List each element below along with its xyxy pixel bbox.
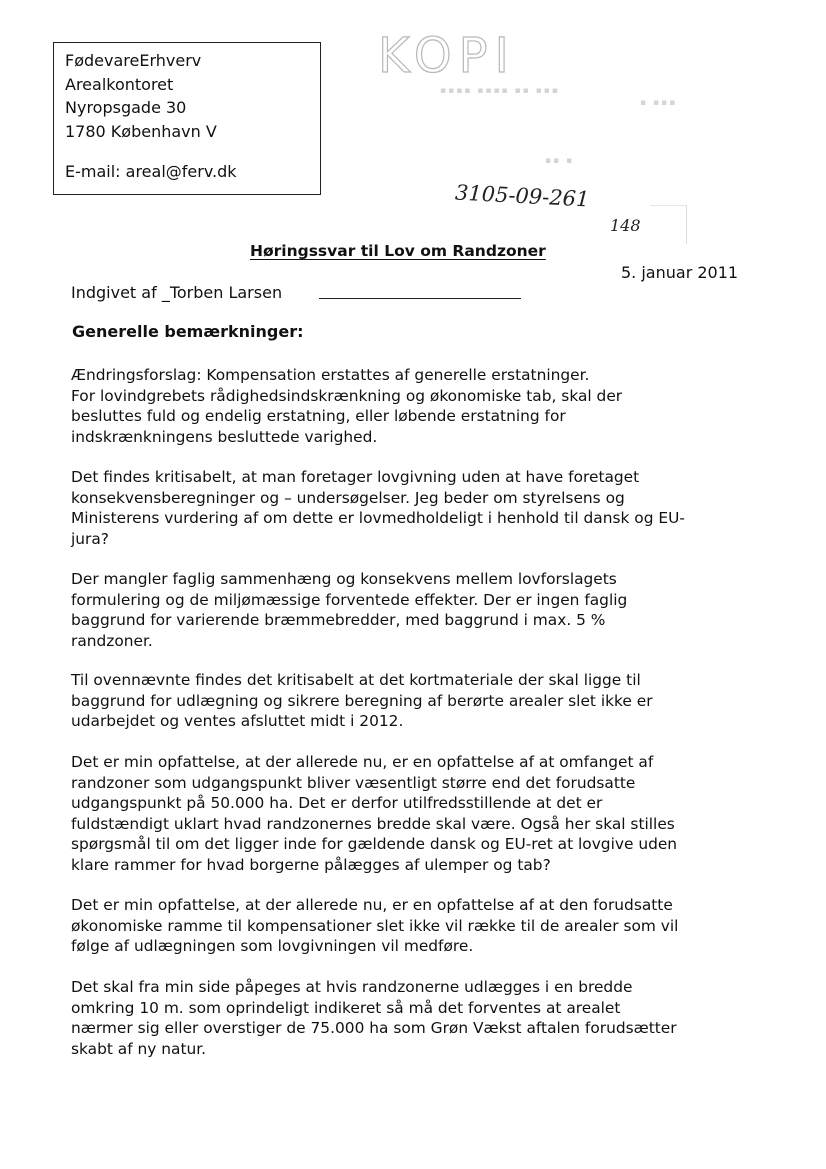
paragraph-7 — [71, 977, 761, 1059]
submitted-by: Indgivet af _Torben Larsen — [71, 283, 283, 302]
signature-line — [319, 298, 521, 299]
paragraph-line: Ministerens vurdering af om dette er lovmedholdeligt i henhold til dansk og EU- — [71, 509, 685, 527]
paragraph-line: Det er min opfattelse, at der allerede nu, er en opfattelse af at den forudsatte — [71, 896, 673, 914]
paragraph-5 — [71, 752, 761, 875]
paragraph-line: baggrund for udlægning og sikrere beregning af berørte arealer slet ikke er — [71, 691, 653, 710]
document-date: 5. januar 2011 — [621, 263, 739, 282]
address-line: FødevareErhverv — [65, 51, 202, 70]
paragraph-4 — [71, 670, 761, 732]
page-mark-handwritten: 148 — [610, 216, 641, 235]
paragraph-line: formulering og de miljømæssige forventede effekter. Der er ingen faglig — [71, 590, 628, 609]
paragraph-line: Til ovennævnte findes det kritisabelt at det kortmateriale der skal ligge til — [71, 671, 641, 689]
paragraph-line: spørgsmål til om det ligger inde for gældende dansk og EU-ret at lovgive uden — [71, 835, 678, 853]
journal-number-handwritten: 3105-09-261 — [454, 180, 590, 212]
paragraph-2 — [71, 467, 761, 549]
paragraph-line: Der mangler faglig sammenhæng og konsekvens mellem lovforslagets — [71, 570, 617, 588]
paragraph-line: fuldstændigt uklart hvad randzonernes bredde skal være. Også her skal stilles — [71, 814, 675, 833]
paragraph-line: baggrund for varierende bræmmebredder, med baggrund i max. 5 % — [71, 611, 606, 629]
paragraph-line: Det findes kritisabelt, at man foretager lovgivning uden at have foretaget — [71, 468, 640, 486]
paragraph-line: indskrænkningens besluttede varighed. — [71, 427, 378, 446]
paragraph-line: følge af udlægningen som lovgivningen vil medføre. — [71, 937, 474, 955]
paragraph-line: besluttes fuld og endelig erstatning, eller løbende erstatning for — [71, 407, 566, 425]
faint-stamp-residue: ▪ ▪▪▪ — [640, 98, 678, 108]
paragraph-line: omkring 10 m. som oprindeligt indikeret så må det forventes at arealet — [71, 998, 621, 1017]
paragraph-line: For lovindgrebets rådighedsindskrænkning og økonomiske tab, skal der — [71, 386, 623, 405]
paragraph-3 — [71, 569, 761, 651]
paragraph-line: Det skal fra min side påpeges at hvis randzonerne udlægges i en bredde — [71, 978, 633, 996]
paragraph-line: udarbejdet og ventes afsluttet midt i 2012. — [71, 712, 404, 730]
faint-stamp-residue: ▪▪ ▪ — [545, 156, 575, 166]
address-line: Arealkontoret — [65, 74, 174, 94]
address-line: 1780 København V — [65, 121, 217, 141]
paragraph-line: udgangspunkt på 50.000 ha. Det er derfor utilfredsstillende at det er — [71, 794, 603, 812]
paragraph-line: nærmer sig eller overstiger de 75.000 ha som Grøn Vækst aftalen forudsætter — [71, 1019, 677, 1037]
address-box — [53, 42, 321, 195]
address-gap — [65, 143, 320, 160]
section-heading: Generelle bemærkninger: — [72, 322, 304, 341]
paragraph-line: klare rammer for hvad borgerne pålægges af ulemper og tab? — [71, 855, 551, 874]
paragraph-1 — [71, 365, 761, 447]
stamp-corner — [650, 205, 687, 244]
document-title: Høringssvar til Lov om Randzoner — [250, 242, 546, 260]
paragraph-line: Det er min opfattelse, at der allerede nu, er en opfattelse af at omfanget af — [71, 753, 654, 771]
paragraph-line: skabt af ny natur. — [71, 1039, 207, 1058]
faint-stamp-residue: ▪▪▪▪ ▪▪▪▪ ▪▪ ▪▪▪ — [440, 86, 560, 96]
paragraph-line: randzoner som udgangspunkt bliver væsentligt større end det forudsatte — [71, 773, 636, 792]
address-line: Nyropsgade 30 — [65, 98, 187, 117]
paragraph-line: Ændringsforslag: Kompensation erstattes af generelle erstatninger. — [71, 366, 590, 384]
paragraph-line: jura? — [71, 529, 109, 548]
copy-stamp: KOPI — [378, 28, 516, 84]
paragraph-line: økonomiske ramme til kompensationer slet ikke vil række til de arealer som vil — [71, 916, 679, 935]
paragraph-line: konsekvensberegninger og – undersøgelser. Jeg beder om styrelsens og — [71, 488, 625, 507]
paragraph-line: randzoner. — [71, 631, 153, 650]
address-email: E-mail: areal@ferv.dk — [65, 162, 237, 181]
paragraph-6 — [71, 895, 761, 957]
